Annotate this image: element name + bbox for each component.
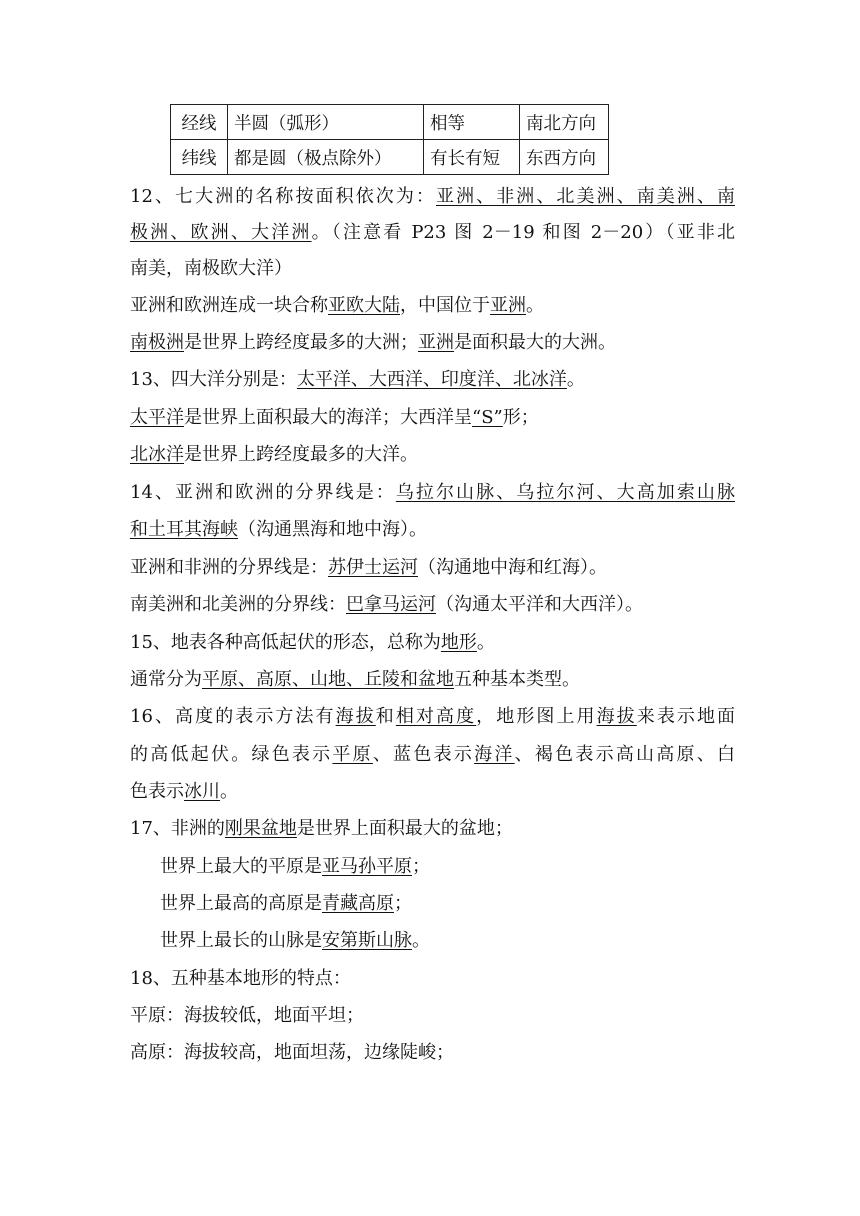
underlined-answer: 北冰洋 bbox=[130, 444, 184, 465]
underlined-answer: 平原 bbox=[332, 744, 373, 765]
text-segment: 是面积最大的大洲。 bbox=[454, 332, 616, 353]
underlined-answer: 亚洲、非洲、北美洲、南美洲、南 bbox=[436, 186, 736, 207]
underlined-answer: 和土耳其海峡 bbox=[130, 519, 238, 540]
text-segment: 是世界上面积最大的盆地； bbox=[296, 818, 513, 839]
text-segment: 是世界上跨经度最多的大洲； bbox=[184, 332, 418, 353]
underlined-answer: 巴拿马运河 bbox=[346, 594, 436, 615]
text-segment: 18、五种基本地形的特点： bbox=[130, 968, 351, 989]
text-segment: 是世界上面积最大的海洋；大西洋呈 bbox=[184, 407, 472, 428]
text-line bbox=[160, 856, 735, 878]
text-segment: 亚洲和非洲的分界线是： bbox=[130, 557, 328, 578]
text-segment: 、蓝色表示 bbox=[372, 744, 475, 765]
text-segment: ； bbox=[412, 856, 430, 877]
table-cell: 都是圆（极点除外） bbox=[228, 140, 424, 175]
table-row bbox=[171, 105, 609, 140]
meridian-parallel-table bbox=[170, 104, 609, 175]
text-segment: 世界上最大的平原是 bbox=[160, 856, 322, 877]
text-segment: 亚洲和欧洲连成一块合称 bbox=[130, 295, 328, 316]
table-cell: 南北方向 bbox=[520, 105, 609, 140]
underlined-answer: 亚欧大陆 bbox=[328, 295, 400, 316]
text-segment: 15、地表各种高低起伏的形态，总称为 bbox=[130, 632, 441, 653]
text-segment: 12、七大洲的名称按面积依次为： bbox=[130, 186, 436, 207]
text-segment: 通常分为 bbox=[130, 669, 202, 690]
text-segment: 五种基本类型。 bbox=[454, 669, 580, 690]
underlined-answer: 冰川 bbox=[184, 781, 220, 802]
text-line bbox=[130, 332, 735, 354]
underlined-answer: “S” bbox=[472, 407, 503, 428]
text-line bbox=[160, 893, 735, 915]
text-line bbox=[130, 407, 735, 429]
text-segment: 13、四大洋分别是： bbox=[130, 369, 297, 390]
text-segment: 。 bbox=[566, 369, 585, 390]
text-line bbox=[130, 818, 735, 840]
text-line bbox=[130, 482, 735, 504]
text-segment: 、褐色表示高山高原、白 bbox=[514, 744, 736, 765]
table-cell: 纬线 bbox=[171, 140, 228, 175]
table-row bbox=[171, 140, 609, 175]
text-segment: （沟通地中海和红海）。 bbox=[418, 557, 607, 578]
text-line bbox=[130, 258, 735, 280]
table-cell: 东西方向 bbox=[520, 140, 609, 175]
text-line bbox=[130, 706, 735, 728]
table-cell: 相等 bbox=[424, 105, 520, 140]
text-line bbox=[130, 369, 735, 391]
text-line bbox=[130, 669, 735, 691]
text-segment: 世界上最长的山脉是 bbox=[160, 930, 322, 951]
text-segment: 和 bbox=[375, 706, 396, 727]
table-cell: 半圆（弧形） bbox=[228, 105, 424, 140]
text-segment: 16、高度的表示方法有 bbox=[130, 706, 336, 727]
text-line bbox=[130, 968, 735, 990]
text-line bbox=[130, 557, 735, 579]
text-line bbox=[130, 186, 735, 208]
table-cell: 有长有短 bbox=[424, 140, 520, 175]
underlined-answer: 南极洲 bbox=[130, 332, 184, 353]
underlined-answer: 太平洋 bbox=[130, 407, 184, 428]
text-segment: 色表示 bbox=[130, 781, 184, 802]
underlined-answer: 乌拉尔山脉、乌拉尔河、大高加索山脉 bbox=[395, 482, 735, 503]
underlined-answer: 平原、高原、山地、丘陵和盆地 bbox=[202, 669, 454, 690]
text-line bbox=[130, 519, 735, 541]
table-body bbox=[171, 105, 609, 175]
text-segment: 的高低起伏。绿色表示 bbox=[130, 744, 333, 765]
text-segment: （沟通黑海和地中海）。 bbox=[238, 519, 427, 540]
text-segment: 南美洲和北美洲的分界线： bbox=[130, 594, 346, 615]
text-segment: 是世界上跨经度最多的大洋。 bbox=[184, 444, 418, 465]
text-segment: 高原：海拔较高，地面坦荡，边缘陡峻； bbox=[130, 1042, 454, 1063]
underlined-answer: 地形 bbox=[440, 632, 477, 653]
text-segment: 。（注意看 P23 图 2－19 和图 2－20）（亚非北 bbox=[311, 222, 736, 243]
text-line bbox=[130, 781, 735, 803]
underlined-answer: 亚洲 bbox=[418, 332, 454, 353]
text-line bbox=[160, 930, 735, 952]
underlined-answer: 太平洋、大西洋、印度洋、北冰洋 bbox=[296, 369, 567, 390]
underlined-answer: 海拔 bbox=[596, 706, 637, 727]
text-segment: 。 bbox=[526, 295, 544, 316]
text-line bbox=[130, 222, 735, 244]
underlined-answer: 相对高度 bbox=[395, 706, 477, 727]
text-line bbox=[130, 295, 735, 317]
text-segment: 南美，南极欧大洋） bbox=[130, 258, 292, 279]
underlined-answer: 青藏高原 bbox=[322, 893, 394, 914]
underlined-answer: 苏伊士运河 bbox=[328, 557, 418, 578]
text-line bbox=[130, 1042, 735, 1064]
text-segment: 平原：海拔较低，地面平坦； bbox=[130, 1005, 364, 1026]
text-segment: 14、亚洲和欧洲的分界线是： bbox=[130, 482, 396, 503]
underlined-answer: 亚马孙平原 bbox=[322, 856, 412, 877]
text-line bbox=[130, 632, 735, 654]
underlined-answer: 极洲、欧洲、大洋洲 bbox=[130, 222, 312, 243]
text-segment: ，中国位于 bbox=[400, 295, 490, 316]
underlined-answer: 亚洲 bbox=[490, 295, 526, 316]
text-segment: 。 bbox=[412, 930, 430, 951]
table-cell: 经线 bbox=[171, 105, 228, 140]
text-segment: ； bbox=[394, 893, 412, 914]
text-segment: 。 bbox=[220, 781, 238, 802]
text-segment: 17、非洲的 bbox=[130, 818, 225, 839]
underlined-answer: 海洋 bbox=[474, 744, 515, 765]
text-segment: ，地形图上用 bbox=[476, 706, 597, 727]
text-segment: 形； bbox=[502, 407, 539, 428]
text-segment: 来表示地面 bbox=[636, 706, 736, 727]
underlined-answer: 安第斯山脉 bbox=[322, 930, 412, 951]
text-line bbox=[130, 744, 735, 766]
text-line bbox=[130, 1005, 735, 1027]
text-segment: 。 bbox=[476, 632, 495, 653]
underlined-answer: 刚果盆地 bbox=[224, 818, 297, 839]
text-segment: 世界上最高的高原是 bbox=[160, 893, 322, 914]
text-line bbox=[130, 594, 735, 616]
text-line bbox=[130, 444, 735, 466]
text-segment: （沟通太平洋和大西洋）。 bbox=[436, 594, 643, 615]
underlined-answer: 海拔 bbox=[335, 706, 376, 727]
